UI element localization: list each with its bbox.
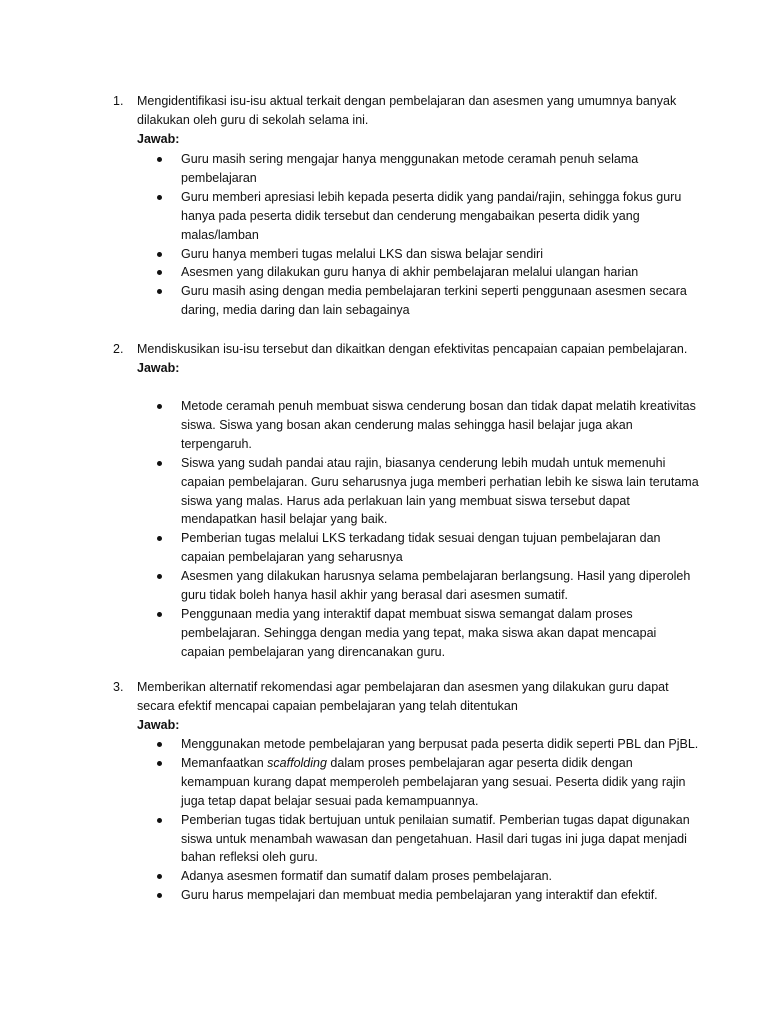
bullet-icon [157,612,162,617]
answer-text: Siswa yang sudah pandai atau rajin, biasanya cenderung lebih mudah untuk memenuhi capaian pembelajaran. Guru seharusnya juga memberi perhatian lebih ke siswa lain terutama siswa yang malas. Harus ada perlakuan lain yang membuat siswa tersebut dapat mendapatkan hasil belajar yang baik. [181,455,699,527]
list-item [181,245,701,264]
bullet-icon [157,195,162,200]
list-item [181,567,701,605]
question-text-block [137,92,697,148]
answer-label: Jawab: [137,131,180,146]
answer-text: Guru memberi apresiasi lebih kepada peserta didik yang pandai/rajin, sehingga fokus guru hanya pada peserta didik tersebut dan cenderung mengabaikan peserta didik yang malas/lamban [181,189,682,242]
list-item [181,811,701,868]
answer-text: Guru masih sering mengajar hanya menggunakan metode ceramah penuh selama pembelajaran [181,152,639,185]
bullet-icon [157,893,162,898]
question-text: Mendiskusikan isu-isu tersebut dan dikaitkan dengan efektivitas pencapaian capaian pembelajaran. [137,342,688,356]
answer-text: Memanfaatkan scaffolding dalam proses pembelajaran agar peserta didik dengan kemampuan kurang dapat memperoleh pembelajaran yang sesuai. Peserta didik yang rajin juga tetap dapat belajar sesuai pada kemampuannya. [181,755,686,808]
answer-text: Metode ceramah penuh membuat siswa cenderung bosan dan tidak dapat melatih kreativitas siswa. Siswa yang bosan akan cenderung malas sehingga hasil belajar juga akan terpengaruh. [181,399,696,451]
bullet-icon [157,536,162,541]
answer-text: Guru harus mempelajari dan membuat media pembelajaran yang interaktif dan efektif. [181,888,658,903]
list-item [181,867,701,886]
answer-label: Jawab: [137,717,180,732]
bullet-icon [157,157,162,162]
question-number: 3. [113,680,124,694]
answer-text: Asesmen yang dilakukan guru hanya di akhir pembelajaran melalui ulangan harian [181,265,639,280]
answer-text: Guru hanya memberi tugas melalui LKS dan siswa belajar sendiri [181,246,543,261]
bullet-icon [157,742,162,747]
list-item [181,150,701,188]
answer-text: Asesmen yang dilakukan harusnya selama pembelajaran berlangsung. Hasil yang diperoleh guru tidak boleh hanya hasil akhir yang berasal dari asesmen sumatif. [181,569,691,603]
bullet-icon [157,461,162,466]
list-item [181,282,701,320]
list-item [181,397,701,454]
list-item [181,529,701,567]
question-number: 1. [113,94,124,108]
answer-label: Jawab: [137,360,180,375]
list-item [181,188,701,245]
answer-text: Guru masih asing dengan media pembelajaran terkini seperti penggunaan asesmen secara daring, media daring dan lain sebagainya [181,284,687,318]
answer-list [181,150,701,320]
answer-text: Adanya asesmen formatif dan sumatif dalam proses pembelajaran. [181,869,553,884]
question-number: 2. [113,342,124,356]
question-text-block [137,678,697,734]
bullet-icon [157,404,162,409]
bullet-icon [157,818,162,823]
bullet-icon [157,270,162,275]
list-item [181,735,701,754]
question-text-block [137,340,697,378]
bullet-icon [157,574,162,579]
bullet-icon [157,874,162,879]
bullet-icon [157,252,162,257]
answer-text: Penggunaan media yang interaktif dapat membuat siswa semangat dalam proses pembelajaran. Sehingga dengan media yang tepat, maka siswa akan dapat mencapai capaian pembelajaran yang direncanakan guru. [181,606,657,659]
bullet-icon [157,761,162,766]
question-text: Mengidentifikasi isu-isu aktual terkait dengan pembelajaran dan asesmen yang umumnya banyak dilakukan oleh guru di sekolah selama ini. [137,94,677,127]
answer-text: Menggunakan metode pembelajaran yang berpusat pada peserta didik seperti PBL dan PjBL. [181,737,699,751]
list-item [181,886,701,905]
list-item [181,605,701,662]
list-item [181,263,701,282]
answer-list [181,397,701,662]
answer-text: Pemberian tugas melalui LKS terkadang tidak sesuai dengan tujuan pembelajaran dan capaian pembelajaran yang seharusnya [181,531,661,565]
question-text: Memberikan alternatif rekomendasi agar pembelajaran dan asesmen yang dilakukan guru dapat secara efektif mencapai capaian pembelajaran yang telah ditentukan [137,680,669,713]
list-item [181,454,701,530]
list-item [181,754,701,811]
answer-text: Pemberian tugas tidak bertujuan untuk penilaian sumatif. Pemberian tugas dapat digunakan siswa untuk menambah wawasan dan pengetahuan. Hasil dari tugas ini juga dapat menjadi bahan refleksi oleh guru. [181,812,690,865]
answer-list [181,735,701,905]
bullet-icon [157,289,162,294]
